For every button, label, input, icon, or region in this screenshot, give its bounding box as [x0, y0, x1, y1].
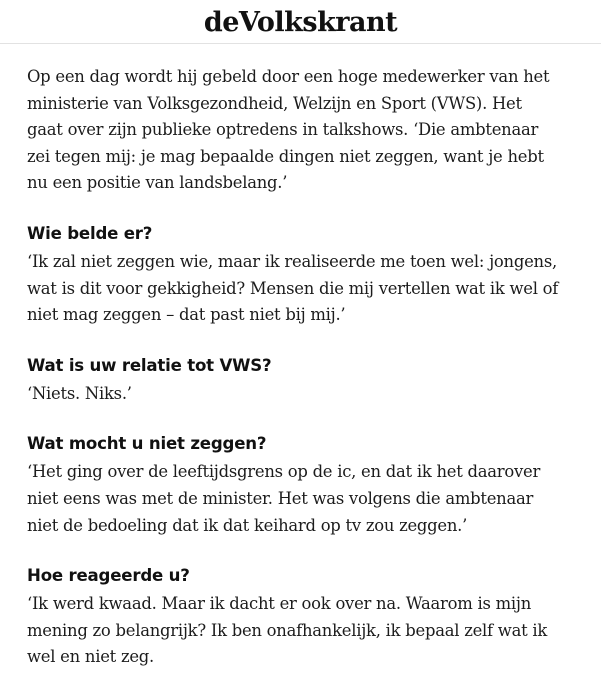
intro-paragraph: Op een dag wordt hij gebeld door een hoge medewerker van het ministerie van Volksgezondheid, Welzijn en Sport (VWS). Het gaat over zijn publieke optredens in talkshows. ‘Die ambtenaar zei tegen mij: je mag bepaalde dingen niet zeggen, want je hebt nu een positie van landsbelang.’ — [27, 67, 550, 193]
question-who-called: Wie belde er? — [27, 223, 153, 243]
answer-reaction: ‘Ik werd kwaad. Maar ik dacht er ook over na. Waarom is mijn mening zo belangrijk? Ik ben onafhankelijk, ik bepaal zelf wat ik wel en niet zeg. — [27, 594, 548, 667]
question-reaction: Hoe reageerde u? — [27, 566, 190, 586]
question-not-allowed: Wat mocht u niet zeggen? — [27, 434, 267, 454]
answer-relation-vws: ‘Niets. Niks.’ — [27, 383, 132, 403]
answer-not-allowed: ‘Het ging over de leeftijdsgrens op de ic, en dat ik het daarover niet eens was met de minister. Het was volgens die ambtenaar niet de bedoeling dat ik dat keihard op tv zou zeggen.’ — [27, 462, 541, 535]
volkskrant-logo[interactable]: deVolkskrant — [203, 7, 398, 38]
site-header — [0, 0, 601, 44]
answer-who-called: ‘Ik zal niet zeggen wie, maar ik realiseerde me toen wel: jongens, wat is dit voor gekkigheid? Mensen die mij vertellen wat ik wel of niet mag zeggen – dat past niet bij mij.’ — [27, 251, 559, 325]
article-body — [0, 44, 560, 671]
question-relation-vws: Wat is uw relatie tot VWS? — [27, 355, 272, 375]
